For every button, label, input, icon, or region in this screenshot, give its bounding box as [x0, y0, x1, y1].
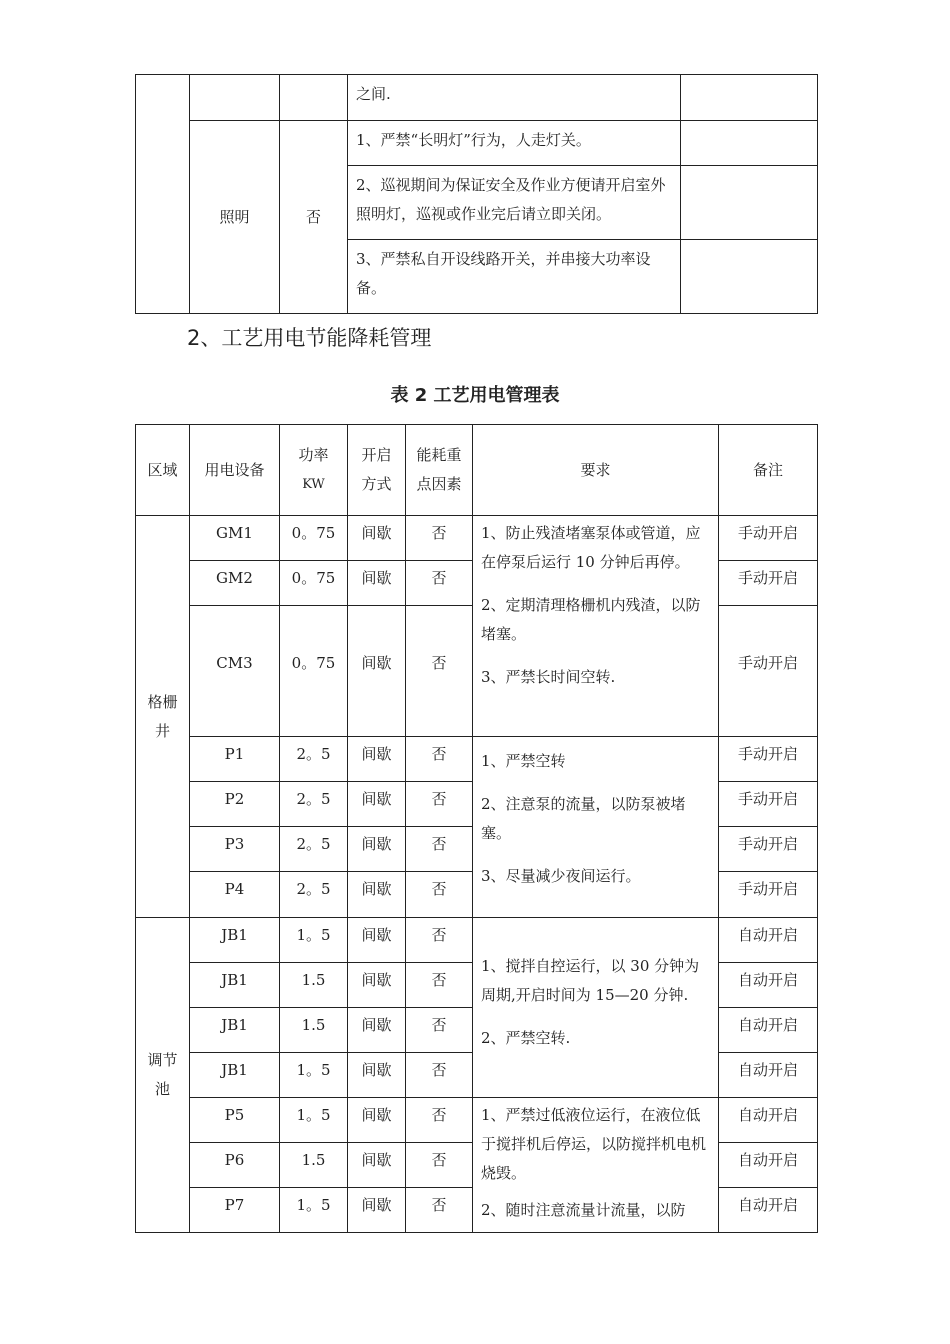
device-cell: P6: [190, 1143, 280, 1188]
device-cell: P4: [190, 872, 280, 918]
requirement-cell: [473, 1098, 719, 1233]
header-device: 用电设备: [190, 425, 280, 516]
requirement-line: 1、严禁空转: [481, 752, 566, 770]
process-power-table: [135, 424, 818, 1233]
header-row: [136, 425, 818, 516]
mode-cell: 间歇: [348, 872, 406, 918]
power-cell: 2。5: [280, 872, 348, 918]
requirement-line: 3、严禁长时间空转.: [481, 668, 616, 686]
power-cell: 1。5: [280, 1053, 348, 1098]
power-cell: 0。75: [280, 561, 348, 606]
factor-cell: 否: [406, 782, 473, 827]
header-factor-line2: 点因素: [416, 475, 462, 493]
table-row: [136, 918, 818, 963]
mode-cell: 间歇: [348, 1098, 406, 1143]
remark-cell: 手动开启: [719, 782, 818, 827]
area-grille-line2: 井: [154, 721, 170, 740]
lighting-device: 照明: [190, 121, 280, 314]
power-cell: 1。5: [280, 1098, 348, 1143]
device-cell: CM3: [190, 606, 280, 737]
lighting-requirement-3: 3、严禁私自开设线路开关，并串接大功率设备。: [348, 240, 681, 314]
remark-cell: 手动开启: [719, 827, 818, 872]
mode-cell: 间歇: [348, 963, 406, 1008]
device-cell: GM2: [190, 561, 280, 606]
table-row: [136, 737, 818, 782]
factor-cell: 否: [406, 918, 473, 963]
factor-cell: 否: [406, 737, 473, 782]
requirement-cell: [473, 918, 719, 1098]
mode-cell: 间歇: [348, 1053, 406, 1098]
header-area: 区域: [136, 425, 190, 516]
device-cell: P3: [190, 827, 280, 872]
table-row: [136, 1098, 818, 1143]
remark-cell: 手动开启: [719, 516, 818, 561]
area-cell-empty: [136, 75, 190, 314]
area-regulating-pool: [136, 918, 190, 1233]
header-mode-line1: 开启: [361, 446, 392, 464]
requirement-line: 2、注意泵的流量，以防泵被堵塞。: [481, 795, 686, 842]
lighting-key-factor: 否: [280, 121, 348, 314]
header-mode-line2: 方式: [361, 475, 392, 493]
requirement-line: 3、尽量减少夜间运行。: [481, 867, 641, 885]
power-cell: 2。5: [280, 827, 348, 872]
section-heading: 2、工艺用电节能降耗管理: [187, 326, 432, 350]
factor-cell-empty: [280, 75, 348, 121]
lighting-table: [135, 74, 818, 314]
area-regulating-line2: 池: [154, 1080, 170, 1098]
device-cell: GM1: [190, 516, 280, 561]
requirement-line: 2、定期清理格栅机内残渣，以防堵塞。: [481, 596, 701, 643]
area-regulating-line1: 调节: [147, 1051, 178, 1069]
factor-cell: 否: [406, 827, 473, 872]
remark-cell: 手动开启: [719, 737, 818, 782]
factor-cell: 否: [406, 1053, 473, 1098]
device-cell: P5: [190, 1098, 280, 1143]
device-cell: JB1: [190, 918, 280, 963]
factor-cell: 否: [406, 963, 473, 1008]
remark-cell: 手动开启: [719, 561, 818, 606]
remark-cell: [681, 240, 818, 314]
mode-cell: 间歇: [348, 606, 406, 737]
power-cell: 1。5: [280, 918, 348, 963]
device-cell: P2: [190, 782, 280, 827]
mode-cell: 间歇: [348, 516, 406, 561]
factor-cell: 否: [406, 516, 473, 561]
header-mode: [348, 425, 406, 516]
remark-cell: 自动开启: [719, 918, 818, 963]
requirement-line: 1、搅拌自控运行，以 30 分钟为周期,开启时间为 15—20 分钟.: [481, 957, 700, 1004]
factor-cell: 否: [406, 561, 473, 606]
remark-cell: [681, 166, 818, 240]
mode-cell: 间歇: [348, 782, 406, 827]
header-power-label: 功率: [298, 446, 329, 464]
mode-cell: 间歇: [348, 827, 406, 872]
power-cell: 0。75: [280, 606, 348, 737]
requirement-line: 1、严禁过低液位运行，在液位低于搅拌机后停运，以防搅拌机电机烧毁。: [481, 1106, 707, 1182]
area-grille-well: [136, 516, 190, 918]
remark-cell: 手动开启: [719, 606, 818, 737]
power-cell: 1.5: [280, 1008, 348, 1053]
factor-cell: 否: [406, 1008, 473, 1053]
device-cell-empty: [190, 75, 280, 121]
mode-cell: 间歇: [348, 1143, 406, 1188]
continued-requirement: 之间.: [348, 75, 681, 121]
remark-cell: 手动开启: [719, 872, 818, 918]
remark-cell: 自动开启: [719, 1053, 818, 1098]
area-grille-line1: 格栅: [147, 692, 178, 711]
factor-cell: 否: [406, 1098, 473, 1143]
factor-cell: 否: [406, 872, 473, 918]
requirement-line: 2、随时注意流量计流量，以防: [481, 1201, 686, 1219]
mode-cell: 间歇: [348, 561, 406, 606]
mode-cell: 间歇: [348, 1008, 406, 1053]
factor-cell: 否: [406, 1188, 473, 1233]
factor-cell: 否: [406, 1143, 473, 1188]
requirement-cell: [473, 516, 719, 737]
power-cell: 1.5: [280, 963, 348, 1008]
power-cell: 1.5: [280, 1143, 348, 1188]
mode-cell: 间歇: [348, 1188, 406, 1233]
requirement-line: 1、防止残渣堵塞泵体或管道，应在停泵后运行 10 分钟后再停。: [481, 524, 701, 571]
factor-cell: 否: [406, 606, 473, 737]
device-cell: JB1: [190, 1053, 280, 1098]
remark-cell: 自动开启: [719, 963, 818, 1008]
power-cell: 2。5: [280, 737, 348, 782]
remark-cell: 自动开启: [719, 1143, 818, 1188]
header-factor-line1: 能耗重: [416, 446, 462, 464]
table-row: [136, 516, 818, 561]
requirement-line: 2、严禁空转.: [481, 1029, 571, 1047]
power-cell: 2。5: [280, 782, 348, 827]
mode-cell: 间歇: [348, 918, 406, 963]
power-cell: 0。75: [280, 516, 348, 561]
remark-cell: 自动开启: [719, 1188, 818, 1233]
header-remark: 备注: [719, 425, 818, 516]
header-power-unit: KW: [302, 477, 325, 492]
device-cell: P7: [190, 1188, 280, 1233]
remark-cell: [681, 121, 818, 166]
header-requirement: 要求: [473, 425, 719, 516]
device-cell: JB1: [190, 1008, 280, 1053]
requirement-cell: [473, 737, 719, 918]
header-factor: [406, 425, 473, 516]
remark-cell: 自动开启: [719, 1008, 818, 1053]
remark-cell: [681, 75, 818, 121]
lighting-requirement-1: 1、严禁“长明灯”行为，人走灯关。: [348, 121, 681, 166]
remark-cell: 自动开启: [719, 1098, 818, 1143]
power-cell: 1。5: [280, 1188, 348, 1233]
device-cell: JB1: [190, 963, 280, 1008]
header-power: [280, 425, 348, 516]
device-cell: P1: [190, 737, 280, 782]
lighting-requirement-2: 2、巡视期间为保证安全及作业方便请开启室外照明灯，巡视或作业完后请立即关闭。: [348, 166, 681, 240]
table-title: 表 2 工艺用电管理表: [390, 385, 560, 406]
mode-cell: 间歇: [348, 737, 406, 782]
